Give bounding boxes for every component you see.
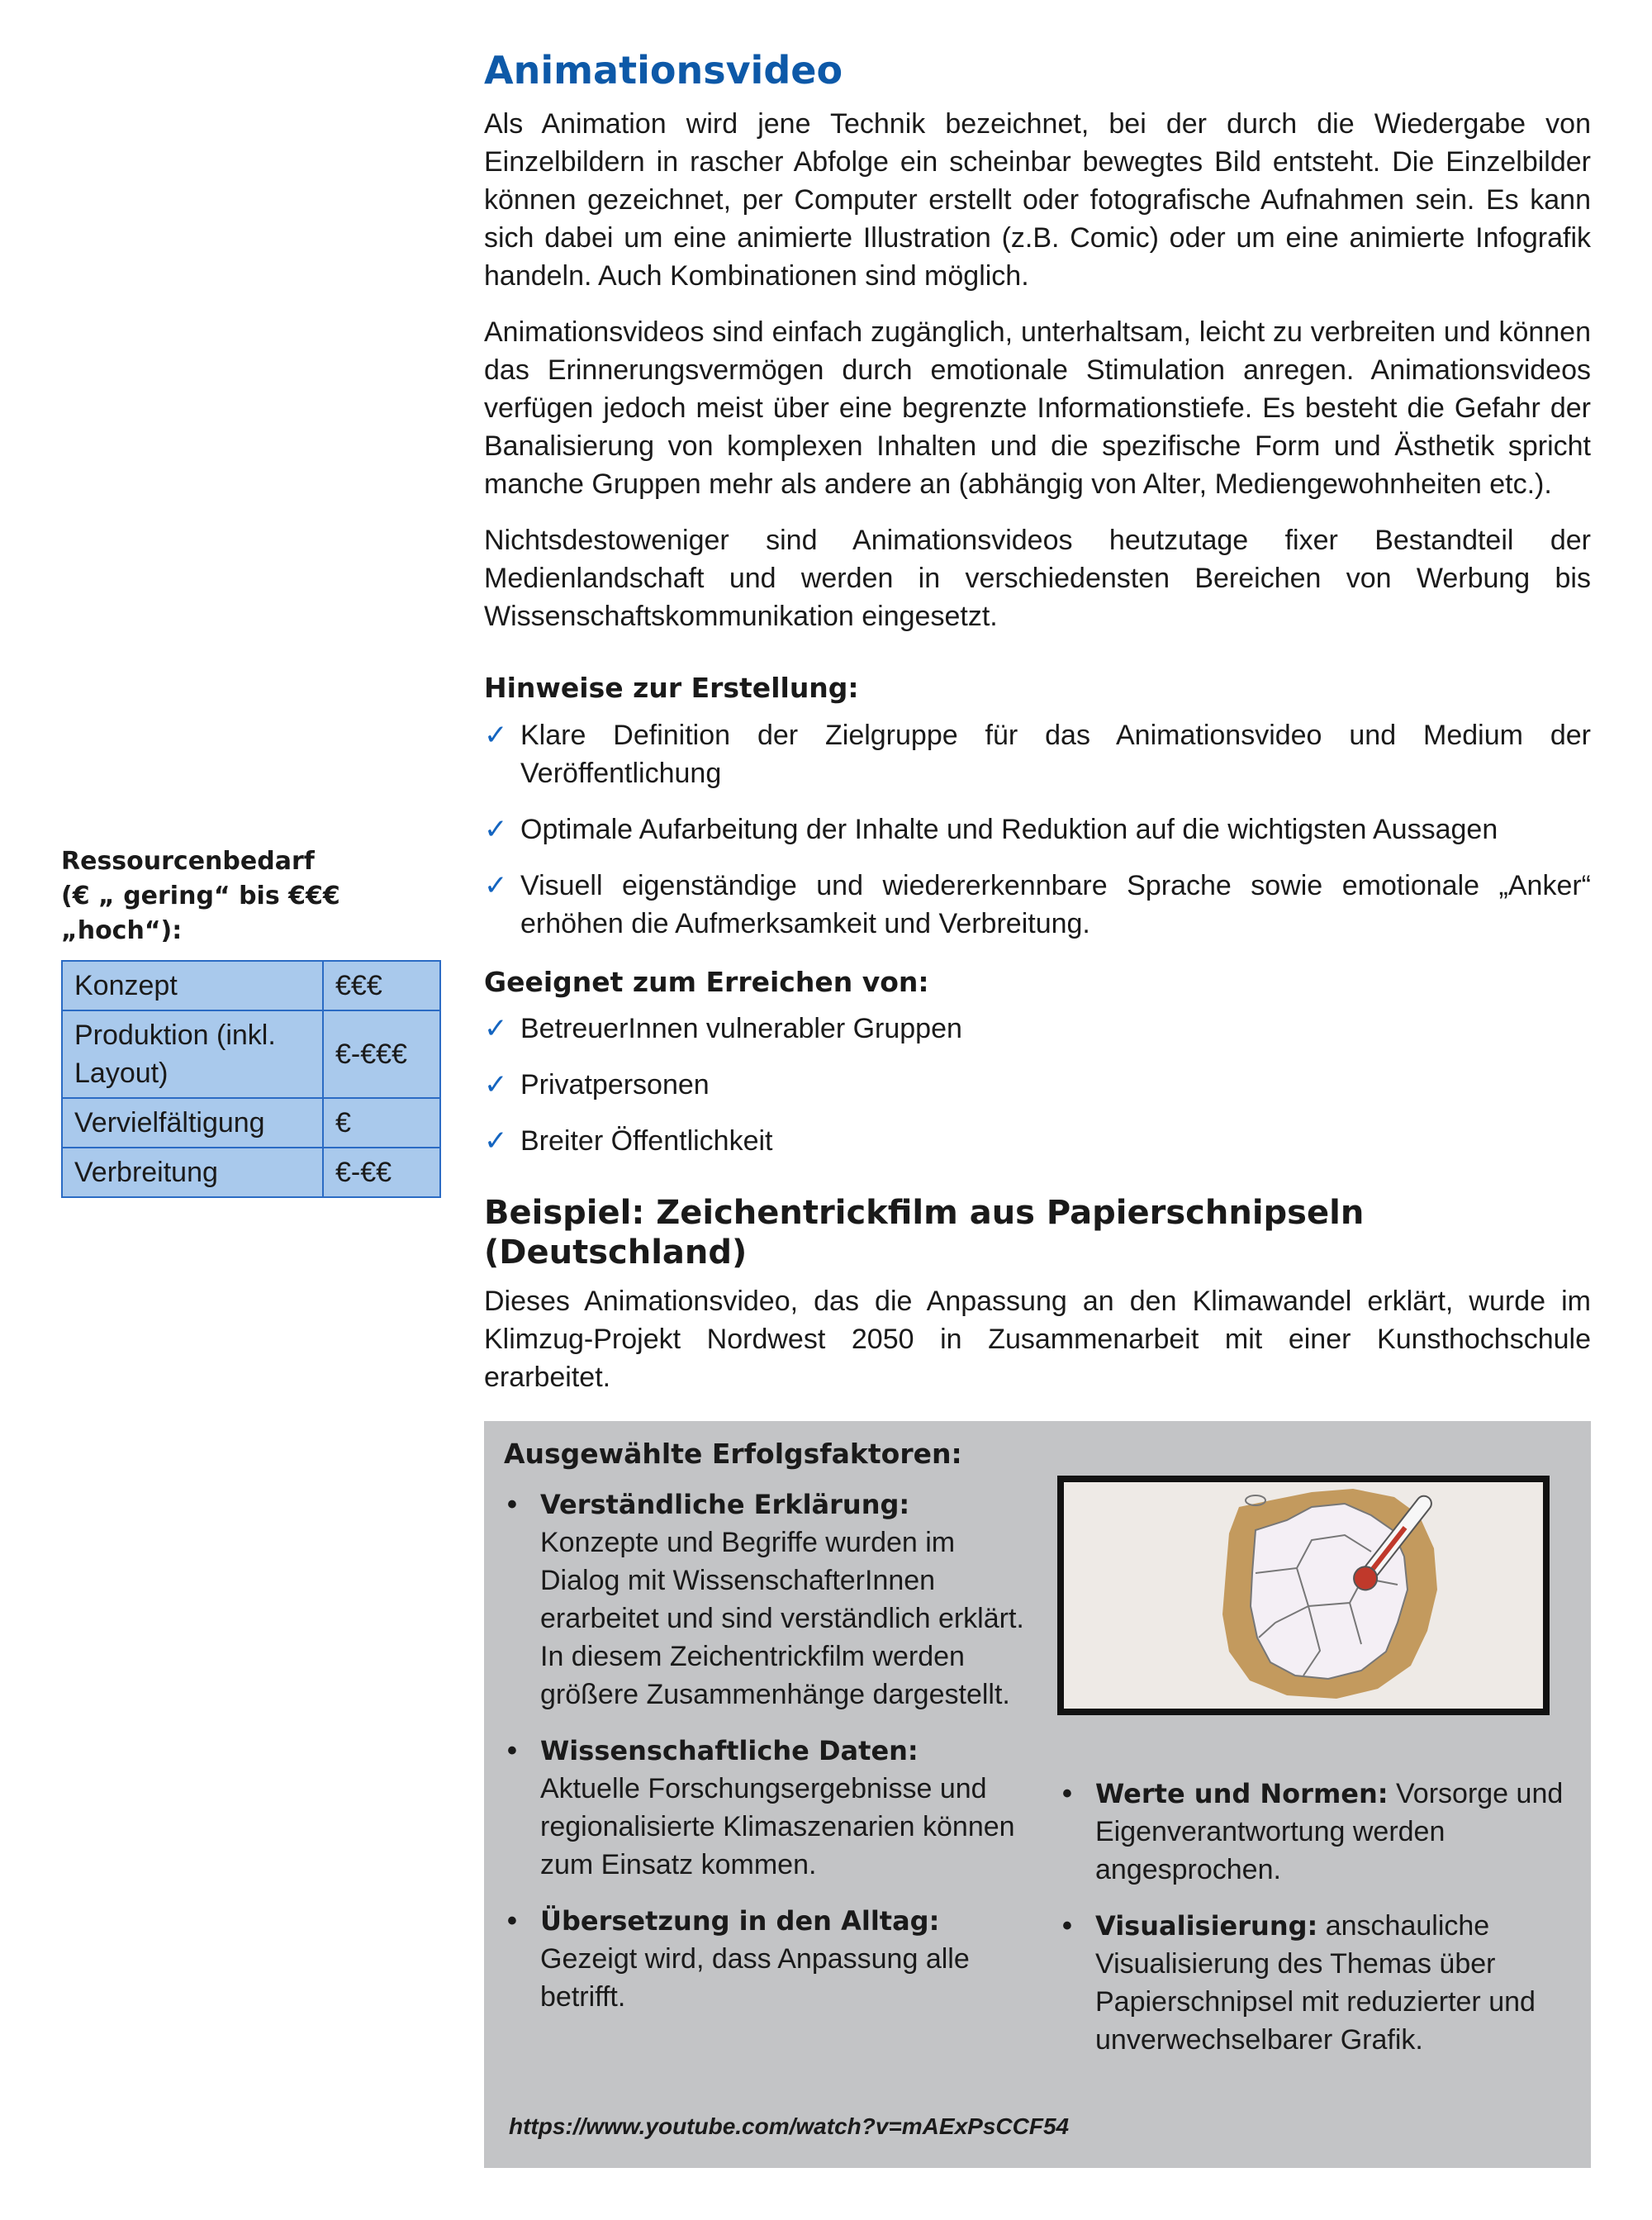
resource-label: Vervielfältigung — [62, 1098, 323, 1148]
list-item: • Visualisierung: anschauliche Visualisierung des Themas über Papierschnipsel mit reduzierter und unverwechselbarer Grafik. — [1062, 1910, 1536, 2056]
factors-list-right — [1059, 1775, 1571, 2077]
list-item: • Wissenschaftliche Daten: Aktuelle Forschungsergebnisse und regionalisierte Klimaszenarien können zum Einsatz kommen. — [507, 1735, 1015, 1880]
list-item: ✓ Breiter Öffentlichkeit — [484, 1122, 1591, 1160]
intro-paragraph-3: Nichtsdestoweniger sind Animationsvideos heutzutage fixer Bestandteil der Medienlandschaft und werden in verschiedensten Bereichen von Werbung bis Wissenschaftskommunikation eingesetzt. — [484, 525, 1591, 633]
table-row — [62, 961, 440, 1010]
checkmark-icon: ✓ — [484, 1068, 508, 1102]
checkmark-icon: ✓ — [484, 1124, 508, 1158]
list-item: ✓ Optimale Aufarbeitung der Inhalte und Reduktion auf die wichtigsten Aussagen — [484, 811, 1591, 849]
resource-label: Konzept — [62, 961, 323, 1010]
suited-list — [484, 1010, 1591, 1160]
list-item: ✓ Privatpersonen — [484, 1066, 1591, 1104]
resource-sidebar — [61, 844, 441, 1198]
resource-value: € — [323, 1098, 440, 1148]
page-title: Animationsvideo — [484, 48, 843, 93]
success-factors-box — [484, 1421, 1591, 2168]
resource-value: €-€€ — [323, 1148, 440, 1197]
list-item: • Werte und Normen: Vorsorge und Eigenverantwortung werden angesprochen. — [1062, 1778, 1564, 1885]
suited-heading: Geeignet zum Erreichen von: — [484, 965, 929, 998]
hints-heading: Hinweise zur Erstellung: — [484, 672, 859, 705]
resource-value: €-€€€ — [323, 1010, 440, 1098]
resource-heading: Ressourcenbedarf (€ „ gering“ bis €€€ „hoch“): — [61, 847, 340, 945]
video-still-image — [1057, 1476, 1550, 1715]
paper-map-illustration — [1064, 1482, 1543, 1709]
table-row — [62, 1010, 440, 1098]
checkmark-icon: ✓ — [484, 812, 508, 846]
example-title: Beispiel: Zeichentrickfilm aus Papierschnipseln (Deutschland) — [484, 1194, 1365, 1272]
hints-list — [484, 716, 1591, 943]
table-row — [62, 1098, 440, 1148]
main-column — [484, 48, 1591, 1414]
example-text: Dieses Animationsvideo, das die Anpassung an den Klimawandel erklärt, wurde im Klimzug-Projekt Nordwest 2050 in Zusammenarbeit mit einer Kunsthochschule erarbeitet. — [484, 1286, 1591, 1394]
resource-label: Produktion (inkl. Layout) — [62, 1010, 323, 1098]
list-item: • Verständliche Erklärung: Konzepte und Begriffe wurden im Dialog mit WissenschafterInnen erarbeitet und sind verständlich erklärt. In diesem Zeichentrickfilm werden größere Zusammenhänge dargestellt. — [507, 1489, 1024, 1710]
resource-label: Verbreitung — [62, 1148, 323, 1197]
intro-paragraph-1: Als Animation wird jene Technik bezeichnet, bei der durch die Wiedergabe von Einzelbildern in rascher Abfolge ein scheinbar bewegtes Bild entsteht. Die Einzelbilder können gezeichnet, per Computer erstellt oder fotografische Aufnahmen sein. Es kann sich dabei um eine animierte Illustration (z.B. Comic) oder um eine animierte Infografik handeln. Auch Kombinationen sind möglich. — [484, 108, 1591, 292]
list-item: • Übersetzung in den Alltag: Gezeigt wird, dass Anpassung alle betrifft. — [507, 1905, 970, 2013]
video-link[interactable]: https://www.youtube.com/watch?v=mAExPsCCF54 — [509, 2113, 1070, 2139]
intro-paragraph-2: Animationsvideos sind einfach zugänglich, unterhaltsam, leicht zu verbreiten und können das Erinnerungsvermögen durch emotionale Stimulation anregen. Animationsvideos verfügen jedoch meist über eine begrenzte Informationstiefe. Es besteht die Gefahr der Banalisierung von komplexen Inhalten und die spezifische Form und Ästhetik spricht manche Gruppen mehr als andere an (abhängig von Alter, Mediengewohnheiten etc.). — [484, 316, 1591, 501]
resource-value: €€€ — [323, 961, 440, 1010]
factors-list-left — [504, 1486, 1024, 2034]
list-item: ✓ Klare Definition der Zielgruppe für das Animationsvideo und Medium der Veröffentlichung — [484, 716, 1591, 792]
checkmark-icon: ✓ — [484, 718, 508, 752]
checkmark-icon: ✓ — [484, 868, 508, 902]
list-item: ✓ Visuell eigenständige und wiedererkennbare Sprache sowie emotionale „Anker“ erhöhen die Aufmerksamkeit und Verbreitung. — [484, 867, 1591, 943]
checkmark-icon: ✓ — [484, 1012, 508, 1046]
list-item: ✓ BetreuerInnen vulnerabler Gruppen — [484, 1010, 1591, 1048]
resource-table — [61, 960, 441, 1198]
factors-heading: Ausgewählte Erfolgsfaktoren: — [504, 1438, 962, 1470]
table-row — [62, 1148, 440, 1197]
